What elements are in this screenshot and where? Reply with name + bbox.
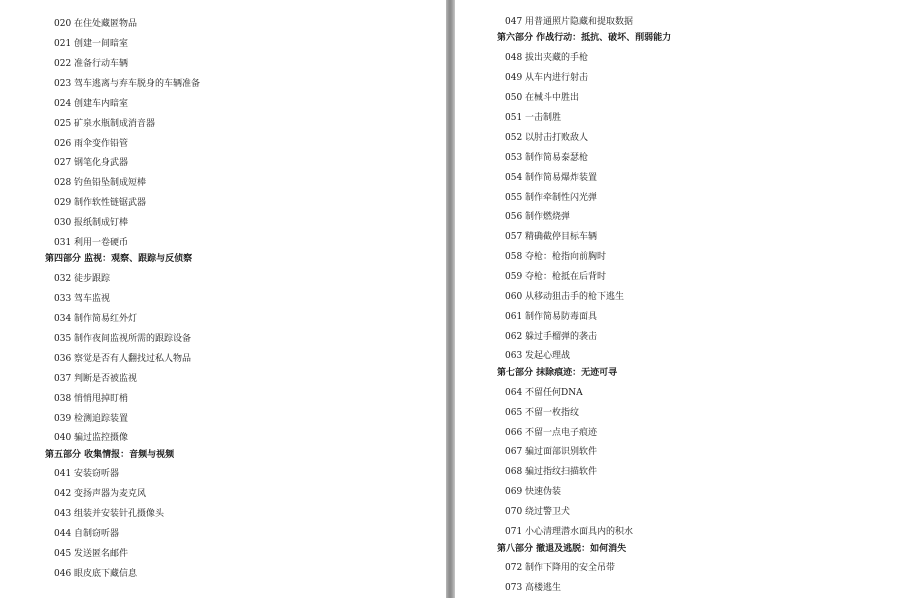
toc-item: 063 发起心理战 <box>505 351 571 361</box>
toc-item: 047 用普通照片隐藏和提取数据 <box>505 17 634 27</box>
toc-item: 067 骗过面部识别软件 <box>505 447 598 457</box>
toc-item: 053 制作简易泰瑟枪 <box>505 153 589 163</box>
toc-item: 028 钓鱼铅坠制成短棒 <box>54 178 147 188</box>
page-divider <box>446 0 455 598</box>
toc-item: 029 制作软性链锯武器 <box>54 198 147 208</box>
toc-item: 066 不留一点电子痕迹 <box>505 428 598 438</box>
toc-item: 039 检测追踪装置 <box>54 414 129 424</box>
toc-item: 049 从车内进行射击 <box>505 73 589 83</box>
toc-item: 025 矿泉水瓶制成消音器 <box>54 119 156 129</box>
toc-item: 072 制作下降用的安全吊带 <box>505 563 616 573</box>
left-page <box>0 0 446 598</box>
toc-item: 022 准备行动车辆 <box>54 59 129 69</box>
toc-item: 035 制作夜间监视所需的跟踪设备 <box>54 334 192 344</box>
toc-item: 048 拔出夹藏的手枪 <box>505 53 589 63</box>
toc-item: 024 创建车内暗室 <box>54 99 129 109</box>
toc-item: 040 骗过监控摄像 <box>54 433 129 443</box>
toc-item: 062 躲过手榴弹的袭击 <box>505 332 598 342</box>
section-heading: 第七部分 抹除痕迹：无迹可寻 <box>497 368 618 378</box>
toc-item: 037 判断是否被监视 <box>54 374 138 384</box>
toc-item: 059 夺枪：枪抵在后背时 <box>505 272 607 282</box>
toc-item: 046 眼皮底下藏信息 <box>54 569 138 579</box>
toc-item: 031 利用一卷硬币 <box>54 238 129 248</box>
toc-item: 036 察觉是否有人翻找过私人物品 <box>54 354 192 364</box>
toc-item: 043 组装并安装针孔摄像头 <box>54 509 165 519</box>
toc-item: 020 在住处藏匿物品 <box>54 19 138 29</box>
section-heading: 第四部分 监视：观察、跟踪与反侦察 <box>45 254 193 264</box>
toc-item: 044 自制窃听器 <box>54 529 120 539</box>
toc-item: 026 雨伞变作铅管 <box>54 139 129 149</box>
toc-item: 068 骗过指纹扫描软件 <box>505 467 598 477</box>
toc-item: 034 制作简易红外灯 <box>54 314 138 324</box>
toc-item: 055 制作牵制性闪光弹 <box>505 193 598 203</box>
toc-item: 071 小心清理潜水面具内的积水 <box>505 527 634 537</box>
toc-item: 050 在械斗中胜出 <box>505 93 580 103</box>
section-heading: 第五部分 收集情报：音频与视频 <box>45 450 175 460</box>
toc-item: 057 精确截停目标车辆 <box>505 232 598 242</box>
toc-item: 042 变扬声器为麦克风 <box>54 489 147 499</box>
toc-item: 054 制作简易爆炸装置 <box>505 173 598 183</box>
toc-item: 051 一击制胜 <box>505 113 562 123</box>
right-page <box>455 0 900 598</box>
toc-item: 069 快速伪装 <box>505 487 562 497</box>
toc-item: 056 制作燃烧弹 <box>505 212 571 222</box>
toc-item: 030 报纸制成钉棒 <box>54 218 129 228</box>
section-heading: 第六部分 作战行动：抵抗、破坏、削弱能力 <box>497 33 672 43</box>
toc-item: 064 不留任何DNA <box>505 388 583 398</box>
toc-item: 038 悄悄甩掉盯梢 <box>54 394 129 404</box>
toc-item: 065 不留一枚指纹 <box>505 408 580 418</box>
toc-item: 041 安装窃听器 <box>54 469 120 479</box>
toc-item: 073 高楼逃生 <box>505 583 562 593</box>
toc-item: 032 徒步跟踪 <box>54 274 111 284</box>
toc-item: 061 制作简易防毒面具 <box>505 312 598 322</box>
toc-item: 045 发送匿名邮件 <box>54 549 129 559</box>
toc-item: 021 创建一间暗室 <box>54 39 129 49</box>
toc-item: 060 从移动狙击手的枪下逃生 <box>505 292 625 302</box>
toc-item: 027 钢笔化身武器 <box>54 158 129 168</box>
toc-item: 070 绕过警卫犬 <box>505 507 571 517</box>
toc-item: 052 以肘击打败敌人 <box>505 133 589 143</box>
toc-item: 033 驾车监视 <box>54 294 111 304</box>
toc-item: 023 驾车逃离与弃车脱身的车辆准备 <box>54 79 201 89</box>
section-heading: 第八部分 撤退及逃脱：如何消失 <box>497 544 627 554</box>
toc-item: 058 夺枪：枪指向前胸时 <box>505 252 607 262</box>
